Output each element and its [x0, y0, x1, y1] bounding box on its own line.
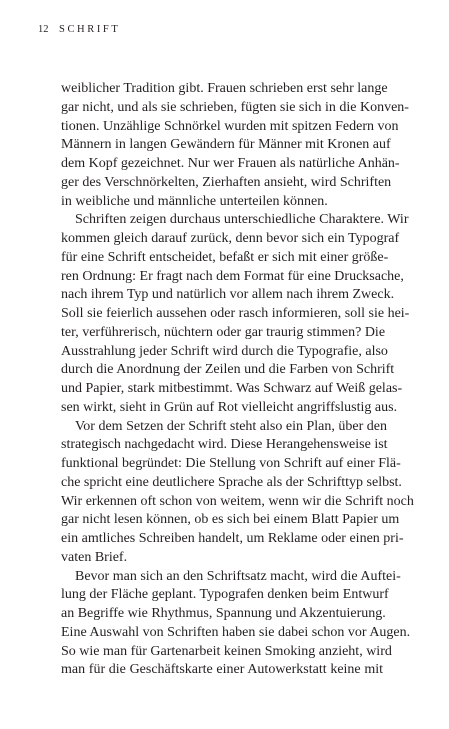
text-line: lung der Fläche geplant. Typografen denken beim Entwurf [61, 587, 389, 603]
text-line: Soll sie feierlich aussehen oder rasch informieren, soll sie hei- [61, 306, 410, 321]
text-line: ein amtliches Schreiben handelt, um Reklame oder einen pri- [61, 531, 404, 546]
text-line: man für die Geschäftskarte einer Autowerkstatt keine mit [61, 662, 383, 678]
text-line: durch die Anordnung der Zeilen und die Farben von Schrift [61, 362, 395, 378]
text-line: funktional begründet: Die Stellung von Schrift auf einer Flä- [61, 456, 401, 471]
text-line: kommen gleich darauf zurück, denn bevor sich ein Typograf [61, 231, 400, 246]
text-line: vaten Brief. [61, 549, 128, 565]
paragraph [61, 80, 409, 211]
paragraph [61, 211, 410, 417]
text-line: und Papier, stark mitbestimmt. Was Schwarz auf Weiß gelas- [61, 381, 403, 396]
text-line: Schriften zeigen durchaus unterschiedliche Charaktere. Wir [75, 212, 409, 228]
text-line: Männern in langen Gewändern für Männer mit Kronen auf [61, 137, 391, 153]
paragraph [61, 418, 414, 568]
text-line: dem Kopf gezeichnet. Nur wer Frauen als natürliche Anhän- [61, 156, 400, 171]
text-line: Eine Auswahl von Schriften haben sie dabei schon vor Augen. [61, 624, 411, 640]
text-line: Ausstrahlung jeder Schrift wird durch die Typografie, also [61, 343, 388, 359]
running-head [38, 24, 389, 40]
text-line: gar nicht lesen können, ob es sich bei einem Blatt Papier um [61, 512, 400, 528]
text-line: ter, verführerisch, nüchtern oder gar traurig stimmen? Die [61, 324, 386, 340]
text-line: an Begriffe wie Rhythmus, Spannung und Akzentuierung. [61, 606, 386, 621]
text-line: So wie man für Gartenarbeit keinen Smoking anzieht, wird [61, 643, 392, 659]
text-line: nach ihrem Typ und natürlich vor allem nach ihrem Zweck. [61, 287, 395, 303]
text-line: ren Ordnung: Er fragt nach dem Format für eine Drucksache, [61, 268, 404, 284]
running-title: SCHRIFT [59, 24, 121, 35]
text-line: für eine Schrift entscheidet, befaßt er sich mit einer größe- [61, 249, 389, 265]
text-line: tionen. Unzählige Schnörkel wurden mit spitzen Federn von [61, 118, 399, 134]
text-line: weiblicher Tradition gibt. Frauen schrieben erst sehr lange [61, 81, 388, 96]
text-line: Bevor man sich an den Schriftsatz macht, wird die Auftei- [75, 568, 401, 584]
text-line: ger des Verschnörkelten, Zierhaften ansieht, wird Schriften [61, 174, 392, 190]
text-line: Vor dem Setzen der Schrift steht also ein Plan, über den [75, 418, 387, 434]
text-line: in weibliche und männliche unterteilen können. [61, 193, 328, 209]
paragraph [61, 568, 411, 681]
text-line: che spricht eine deutlichere Sprache als der Schrifttyp selbst. [61, 474, 402, 490]
text-line: sen wirkt, sieht in Grün auf Rot vielleicht angriffslustig aus. [61, 399, 398, 415]
page-number: 12 [38, 24, 49, 35]
text-line: Wir erkennen oft schon von weitem, wenn wir die Schrift noch [61, 493, 414, 509]
text-line: strategisch nachgedacht wird. Diese Herangehensweise ist [61, 437, 388, 453]
body-text [61, 80, 414, 680]
text-line: gar nicht, und als sie schrieben, fügten sie sich in die Konven- [61, 99, 409, 115]
